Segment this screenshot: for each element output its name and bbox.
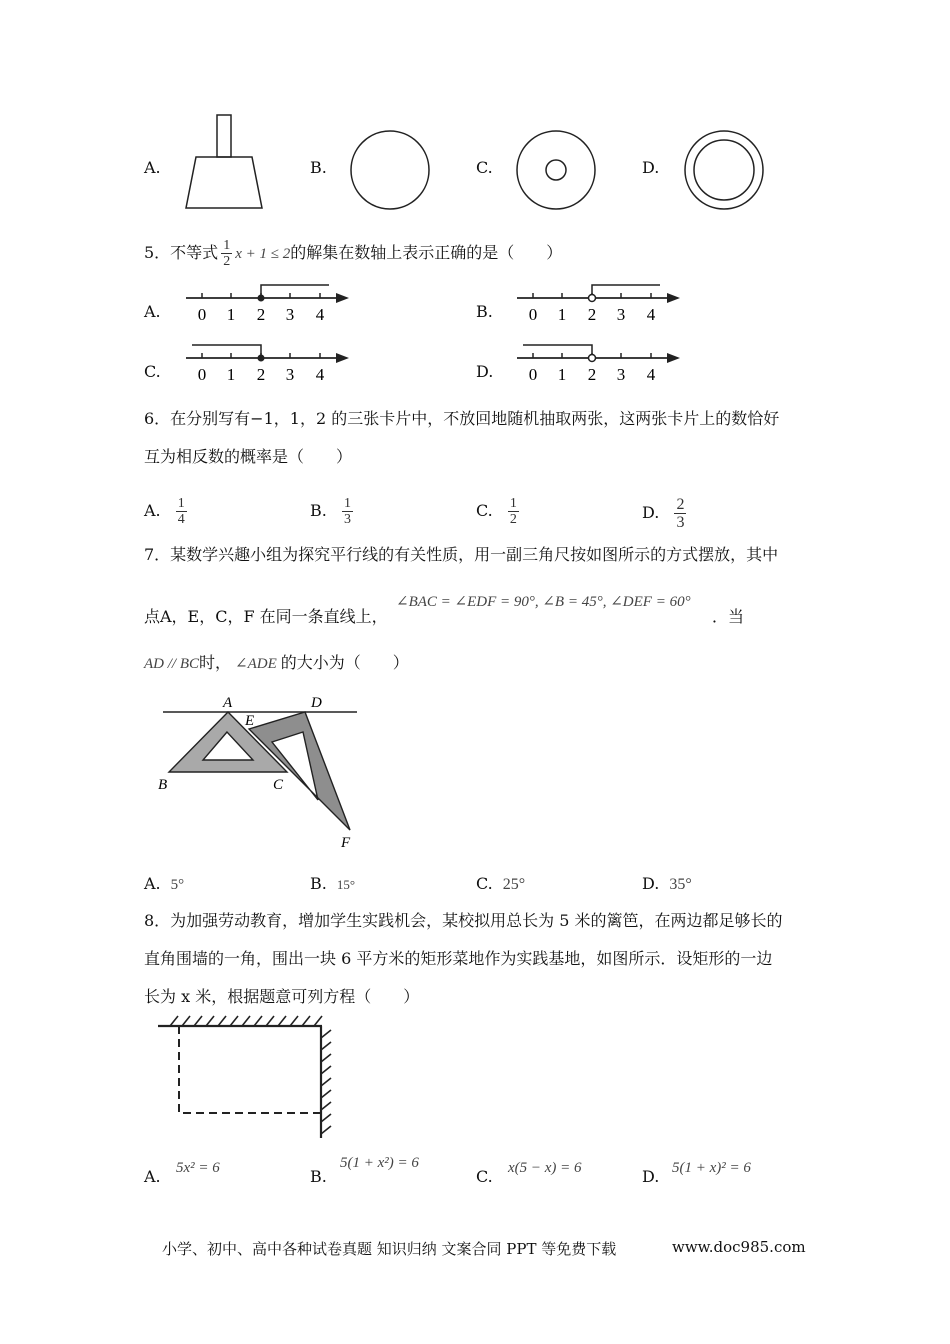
- q5-number-line-a: [184, 280, 354, 330]
- q5-number-line-c: [184, 340, 354, 390]
- svg-text:1: 1: [557, 305, 567, 324]
- svg-text:1: 1: [226, 365, 236, 384]
- q7-option-c: C. 25°: [476, 874, 526, 893]
- point-e: E: [245, 713, 255, 729]
- outer-circle: [685, 131, 763, 209]
- q4-figure-a: [180, 112, 270, 212]
- q7-angle-conditions: ∠BAC = ∠EDF = 90°, ∠B = 45°, ∠DEF = 60°: [396, 594, 691, 610]
- svg-text:1: 1: [557, 365, 567, 384]
- q7-option-b: B. 15°: [310, 874, 356, 893]
- svg-text:2: 2: [256, 365, 266, 384]
- q7-line-2-tail: ．当: [712, 607, 745, 626]
- footer-url[interactable]: www.doc985.com: [672, 1238, 806, 1256]
- q8-option-c-value: x(5 − x) = 6: [508, 1160, 582, 1176]
- q5-number-line-b: [515, 280, 685, 330]
- svg-text:2: 2: [256, 305, 266, 324]
- q8-option-b-label: B.: [310, 1167, 327, 1186]
- inner-circle: [694, 140, 754, 200]
- inner-circle: [546, 160, 566, 180]
- svg-text:4: 4: [646, 305, 656, 324]
- footer-text: 小学、初中、高中各种试卷真题 知识归纳 文案合同 PPT 等免费下载: [162, 1240, 617, 1258]
- q6-option-d: D. $\frac{2}{3}$: [642, 496, 685, 531]
- q8-option-a-value: 5x² = 6: [176, 1160, 220, 1176]
- svg-text:3: 3: [285, 305, 295, 324]
- q4-figure-d: [680, 128, 768, 214]
- q4-option-c-label: C.: [476, 158, 493, 177]
- svg-text:3: 3: [616, 365, 626, 384]
- svg-text:3: 3: [616, 305, 626, 324]
- trapezoid: [186, 157, 262, 208]
- q6-option-c: C. $\frac{1}{2}$: [476, 496, 517, 527]
- q7-line-1: 7．某数学兴趣小组为探究平行线的有关性质，用一副三角尺按如图所示的方式摆放，其中: [144, 545, 779, 564]
- q4-option-a-label: A.: [144, 158, 161, 177]
- q8-option-c-label: C.: [476, 1167, 493, 1186]
- q8-line-1: 8．为加强劳动教育，增加学生实践机会，某校拟用总长为 5 米的篱笆，在两边都足够长的: [144, 911, 783, 930]
- svg-text:1: 1: [226, 305, 236, 324]
- svg-text:0: 0: [528, 305, 538, 324]
- q4-figure-b: [348, 128, 434, 214]
- q8-option-d-label: D.: [642, 1167, 660, 1186]
- q5-option-c-label: C.: [144, 362, 161, 381]
- q6-option-b: B. $\frac{1}{3}$: [310, 496, 351, 527]
- q5-option-d-label: D.: [476, 362, 494, 381]
- svg-text:4: 4: [315, 365, 325, 384]
- q6-line-1: 6．在分别写有−1，1，2 的三张卡片中，不放回地随机抽取两张，这两张卡片上的数恰好: [144, 409, 780, 428]
- q7-line-3: AD // BC时， ∠ADE 的大小为（ ）: [144, 653, 409, 672]
- q4-option-d-label: D.: [642, 158, 660, 177]
- point-c: C: [273, 777, 284, 793]
- point-b: B: [158, 777, 168, 793]
- q4-figure-c: [513, 128, 599, 214]
- q8-wall-figure: [150, 1010, 340, 1140]
- point-f: F: [341, 835, 351, 851]
- outer-circle: [517, 131, 595, 209]
- point-d: D: [311, 695, 322, 711]
- svg-text:3: 3: [285, 365, 295, 384]
- svg-text:0: 0: [528, 365, 538, 384]
- svg-text:4: 4: [315, 305, 325, 324]
- svg-text:2: 2: [587, 365, 597, 384]
- q6-line-2: 互为相反数的概率是（ ）: [144, 447, 353, 466]
- q4-option-b-label: B.: [310, 158, 327, 177]
- q7-line-2: 点A，E，C，F 在同一条直线上，: [144, 607, 388, 626]
- circle: [351, 131, 429, 209]
- svg-text:0: 0: [197, 365, 207, 384]
- right-wall-hatching: [321, 1030, 331, 1134]
- q8-line-3: 长为 x 米，根据题意可列方程（ ）: [144, 987, 420, 1006]
- q8-option-a-label: A.: [144, 1167, 161, 1186]
- q5-option-b-label: B.: [476, 302, 493, 321]
- q8-option-b-value: 5(1 + x²) = 6: [340, 1155, 419, 1171]
- q7-option-a: A. 5°: [144, 874, 185, 893]
- q5-option-a-label: A.: [144, 302, 161, 321]
- top-wall-hatching: [170, 1016, 322, 1026]
- q5-number-line-d: [515, 340, 685, 390]
- point-a: A: [223, 695, 233, 711]
- q7-triangle-figure: [155, 690, 365, 855]
- svg-text:4: 4: [646, 365, 656, 384]
- dashed-fence: [179, 1026, 321, 1113]
- q7-option-d: D. 35°: [642, 874, 692, 893]
- svg-text:2: 2: [587, 305, 597, 324]
- svg-text:0: 0: [197, 305, 207, 324]
- q8-line-2: 直角围墙的一角，围出一块 6 平方米的矩形菜地作为实践基地，如图所示．设矩形的一边: [144, 949, 773, 968]
- q8-option-d-value: 5(1 + x)² = 6: [672, 1160, 751, 1176]
- q6-option-a: A. $\frac{1}{4}$: [144, 496, 185, 527]
- q5-stem: 5．不等式 $\frac{1}{2}$ x + 1 ≤ 2的解集在数轴上表示正确的是（ ）: [144, 238, 563, 269]
- stem-rect: [217, 115, 231, 157]
